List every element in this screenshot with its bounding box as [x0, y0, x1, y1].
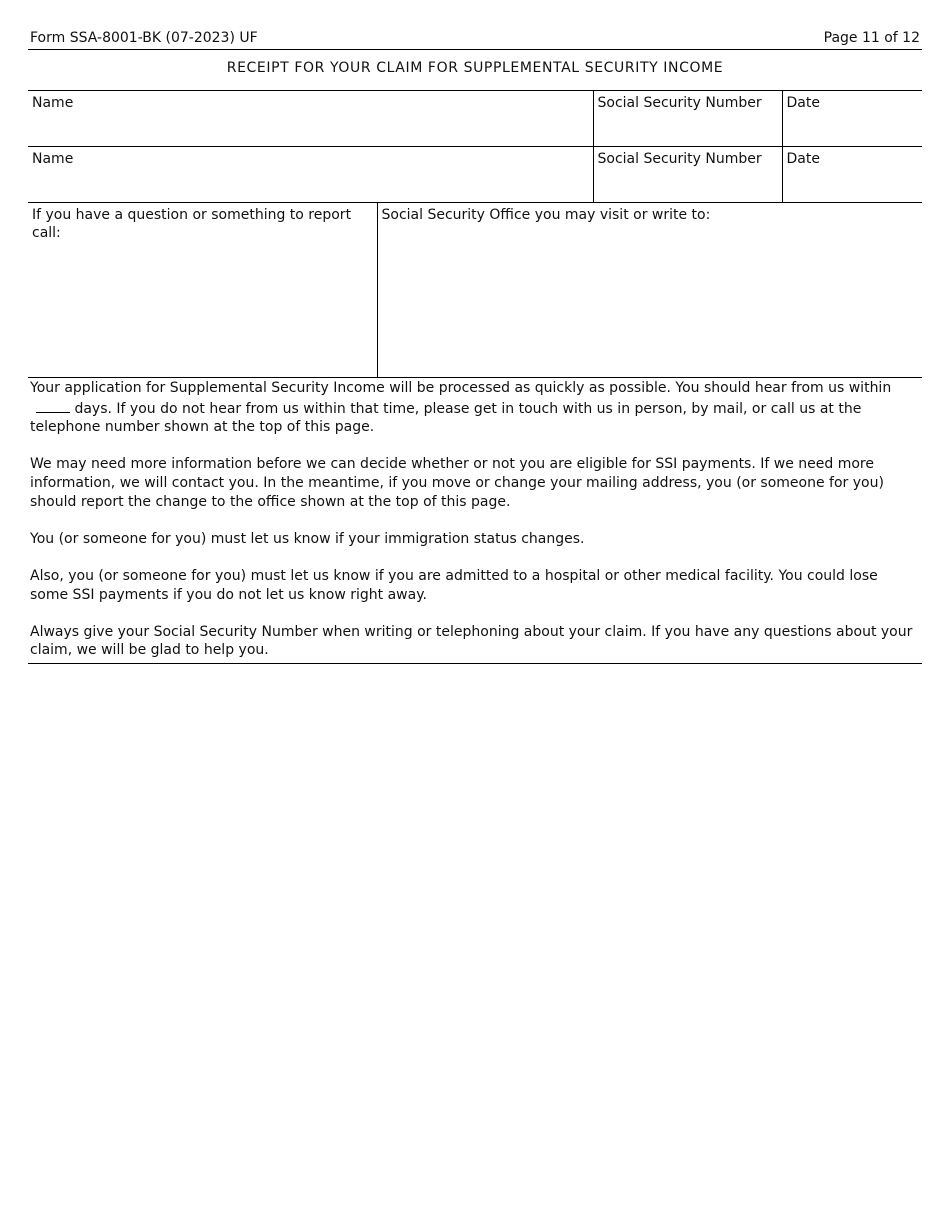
contact-row — [28, 203, 922, 378]
date-label: Date — [786, 95, 820, 111]
form-id: Form SSA-8001-BK (07-2023) UF — [30, 30, 258, 46]
office-field[interactable] — [377, 203, 922, 378]
ssn-field[interactable] — [593, 91, 782, 147]
date-field[interactable] — [782, 91, 922, 147]
claimant-row — [28, 91, 922, 147]
office-label: Social Security Office you may visit or write to: — [381, 207, 711, 223]
contact-table — [28, 202, 922, 378]
name-label: Name — [32, 95, 74, 111]
date-field[interactable] — [782, 147, 922, 203]
claimant-table — [28, 90, 922, 203]
ssn-field[interactable] — [593, 147, 782, 203]
phone-field[interactable] — [28, 203, 377, 378]
footer-divider — [28, 663, 922, 664]
page-title: RECEIPT FOR YOUR CLAIM FOR SUPPLEMENTAL SECURITY INCOME — [226, 60, 724, 76]
page-number: Page 11 of 12 — [823, 30, 920, 46]
days-blank-field[interactable] — [36, 398, 70, 413]
instructions — [30, 379, 920, 660]
paragraph-more-info: We may need more information before we can decide whether or not you are eligible for SSI payments. If we need more information, we will contact you. In the meantime, if you move or change your mailing address, you (or someone for you) should report the change to the office shown at the top of this page. — [30, 456, 884, 510]
name-field[interactable] — [28, 147, 593, 203]
paragraph-immigration: You (or someone for you) must let us know if your immigration status changes. — [30, 530, 585, 547]
question-label: If you have a question or something to report call: — [32, 207, 352, 241]
paragraph-hospital: Also, you (or someone for you) must let us know if you are admitted to a hospital or other medical facility. You could lose some SSI payments if you do not let us know right away. — [30, 567, 878, 603]
name-label: Name — [32, 151, 74, 167]
ssn-label: Social Security Number — [597, 151, 762, 167]
name-field[interactable] — [28, 91, 593, 147]
paragraph-ssn-reminder: Always give your Social Security Number when writing or telephoning about your claim. If you have any questions about your claim, we will be glad to help you. — [30, 623, 913, 659]
ssn-label: Social Security Number — [597, 95, 762, 111]
claimant-row — [28, 147, 922, 203]
date-label: Date — [786, 151, 820, 167]
paragraph-processing: Your application for Supplemental Security Income will be processed as quickly as possible. You should hear from us within days. If you do not hear from us within that time, please get in touch with us in person, by mail, or call us at the telephone number shown at the top of this page. — [30, 380, 892, 436]
page-header — [28, 28, 922, 48]
header-divider — [28, 49, 922, 50]
